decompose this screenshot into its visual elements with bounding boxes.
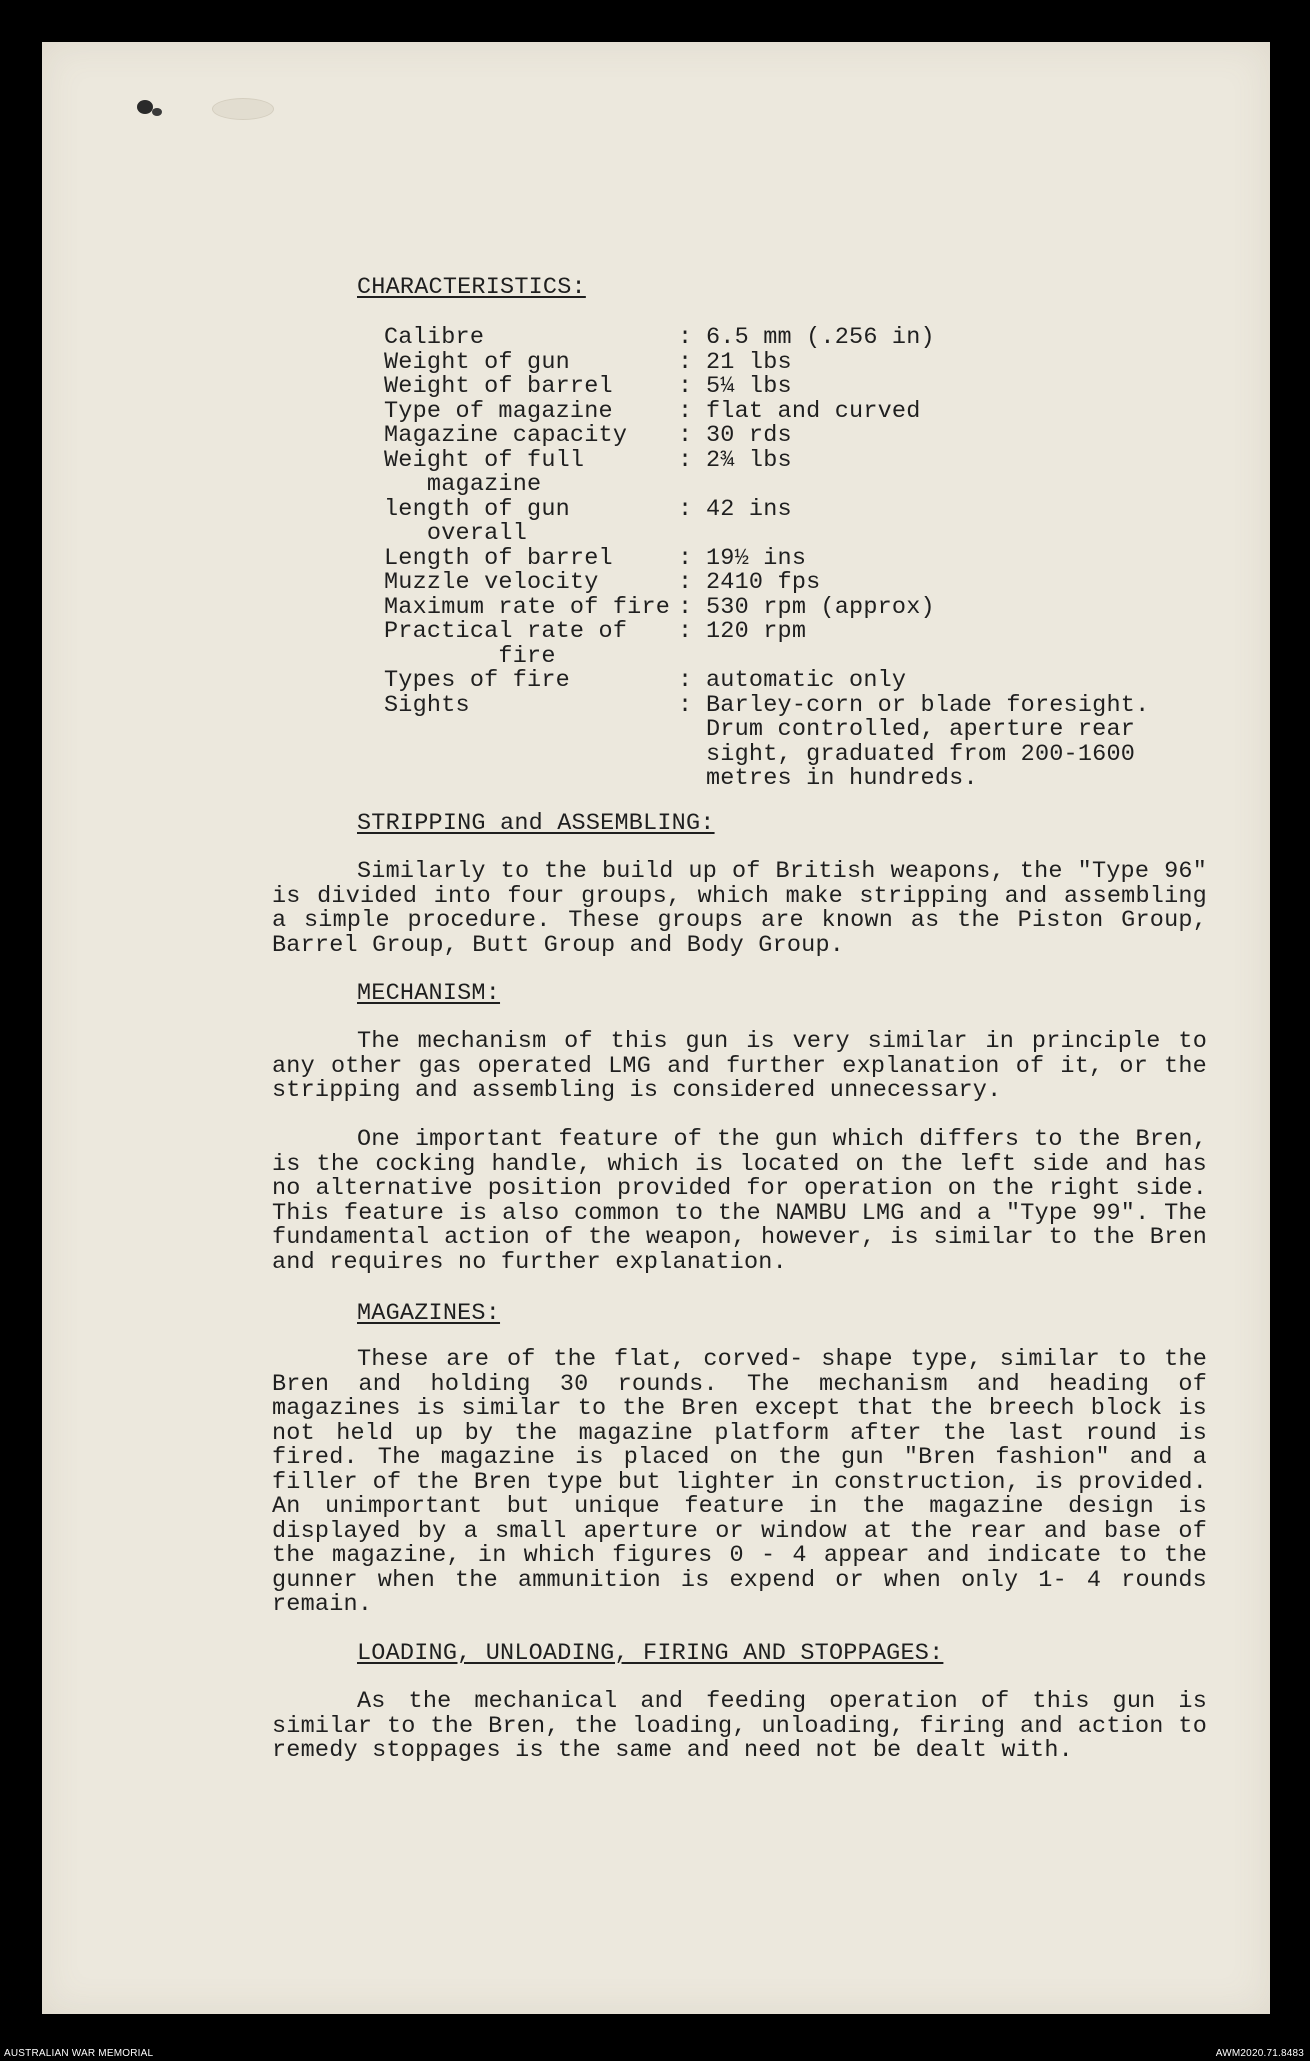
- characteristics-row: [384, 669, 1226, 694]
- characteristics-row: [384, 571, 1226, 596]
- document-page: [42, 42, 1270, 2014]
- characteristic-label: Practical rate of fire: [384, 618, 628, 670]
- characteristic-label: Types of fire: [384, 667, 570, 694]
- characteristics-row: [384, 351, 1226, 376]
- characteristics-row: [384, 596, 1226, 621]
- characteristic-value: 5¼ lbs: [706, 373, 792, 400]
- ink-blot: [137, 100, 153, 114]
- characteristic-separator: :: [678, 422, 693, 449]
- characteristic-separator: :: [678, 397, 693, 425]
- characteristic-separator: :: [678, 324, 693, 351]
- characteristics-row: [384, 326, 1226, 351]
- loading-paragraph: As the mechanical and feeding operation of this gun is similar to the Bren, the loading, unloading, firing and action to remedy stoppages is the same and need not be dealt with.: [272, 1688, 1207, 1764]
- magazines-heading: MAGAZINES:: [357, 1300, 501, 1327]
- characteristics-row: [384, 449, 1226, 498]
- characteristic-label: length of gun overall: [384, 495, 570, 547]
- characteristic-separator: :: [678, 348, 693, 376]
- characteristic-value: 21 lbs: [706, 348, 792, 376]
- mechanism-paragraph-2: One important feature of the gun which differs to the Bren, is the cocking handle, which is located on the left side and has no alternative position provided for operation on the right side. This feature is also common to the NAMBU LMG and a "Type 99". The fundamental action of the weapon, however, is similar to the Bren and requires no further explanation.: [272, 1126, 1207, 1276]
- characteristic-label: Type of magazine: [384, 397, 613, 425]
- characteristic-separator: :: [678, 373, 693, 400]
- characteristic-label: Weight of gun: [384, 348, 570, 376]
- characteristic-label: Length of barrel: [384, 544, 613, 572]
- stripping-heading: STRIPPING and ASSEMBLING:: [357, 810, 715, 837]
- characteristic-separator: :: [678, 593, 693, 621]
- characteristics-row: [384, 547, 1226, 572]
- characteristics-row: [384, 620, 1226, 669]
- mechanism-heading: MECHANISM:: [357, 980, 501, 1007]
- stripping-paragraph: Similarly to the build up of British weapons, the "Type 96" is divided into four groups, which make stripping and assembling a simple procedure. These groups are known as the Piston Group, Barrel Group, Butt Group and Body Group.: [272, 858, 1207, 959]
- characteristic-value: 530 rpm (approx): [706, 593, 935, 621]
- characteristic-separator: :: [678, 446, 693, 474]
- ink-blot: [152, 108, 162, 116]
- characteristic-separator: :: [678, 544, 693, 572]
- characteristics-row: [384, 375, 1226, 400]
- characteristic-value: 42 ins: [706, 495, 792, 523]
- loading-heading: LOADING, UNLOADING, FIRING AND STOPPAGES:: [357, 1640, 944, 1667]
- characteristic-value: 6.5 mm (.256 in): [706, 324, 935, 351]
- characteristics-row: [384, 424, 1226, 449]
- characteristic-value: 2410 fps: [706, 569, 821, 596]
- characteristics-row: [384, 694, 1226, 792]
- characteristic-value: 30 rds: [706, 422, 792, 449]
- characteristic-label: Magazine capacity: [384, 422, 628, 449]
- characteristic-label: Calibre: [384, 324, 485, 351]
- characteristic-label: Weight of barrel: [384, 373, 613, 400]
- magazines-paragraph: These are of the flat, corved- shape type, similar to the Bren and holding 30 rounds. The mechanism and heading of magazines is similar to the Bren except that the breech block is not held up by the magazine platform after the last round is fired. The magazine is placed on the gun "Bren fashion" and a filler of the Bren type but lighter in construction, is provided. An unimportant but unique feature in the magazine design is displayed by a small aperture or window at the rear and base of the magazine, in which figures 0 - 4 appear and indicate to the gunner when the ammunition is expend or when only 1- 4 rounds remain.: [272, 1346, 1207, 1618]
- footer-institution: AUSTRALIAN WAR MEMORIAL: [4, 2048, 154, 2059]
- characteristic-separator: :: [678, 495, 693, 523]
- characteristic-label: Weight of full magazine: [384, 446, 585, 498]
- characteristic-label: Maximum rate of fire: [384, 593, 671, 621]
- characteristic-value: flat and curved: [706, 397, 921, 425]
- characteristics-row: [384, 400, 1226, 425]
- characteristic-label: Muzzle velocity: [384, 569, 599, 596]
- characteristic-separator: :: [678, 569, 693, 596]
- characteristic-value: Barley-corn or blade foresight. Drum controlled, aperture rear sight, graduated from 200-1600 metres in hundreds.: [706, 691, 1150, 792]
- characteristics-row: [384, 498, 1226, 547]
- characteristic-value: automatic only: [706, 667, 907, 694]
- mechanism-paragraph-1: The mechanism of this gun is very similar in principle to any other gas operated LMG and further explanation of it, or the stripping and assembling is considered unnecessary.: [272, 1028, 1207, 1104]
- characteristic-value: 2¾ lbs: [706, 446, 792, 474]
- characteristic-value: 19½ ins: [706, 544, 807, 572]
- characteristic-separator: :: [678, 618, 693, 645]
- footer-accession-number: AWM2020.71.8483: [1215, 2048, 1304, 2059]
- characteristic-value: 120 rpm: [706, 618, 807, 645]
- characteristics-table: [384, 326, 1226, 792]
- characteristic-separator: :: [678, 691, 693, 719]
- characteristic-label: Sights: [384, 691, 470, 719]
- characteristic-separator: :: [678, 667, 693, 694]
- characteristics-heading: CHARACTERISTICS:: [357, 274, 586, 301]
- paper-blemish: [212, 98, 274, 120]
